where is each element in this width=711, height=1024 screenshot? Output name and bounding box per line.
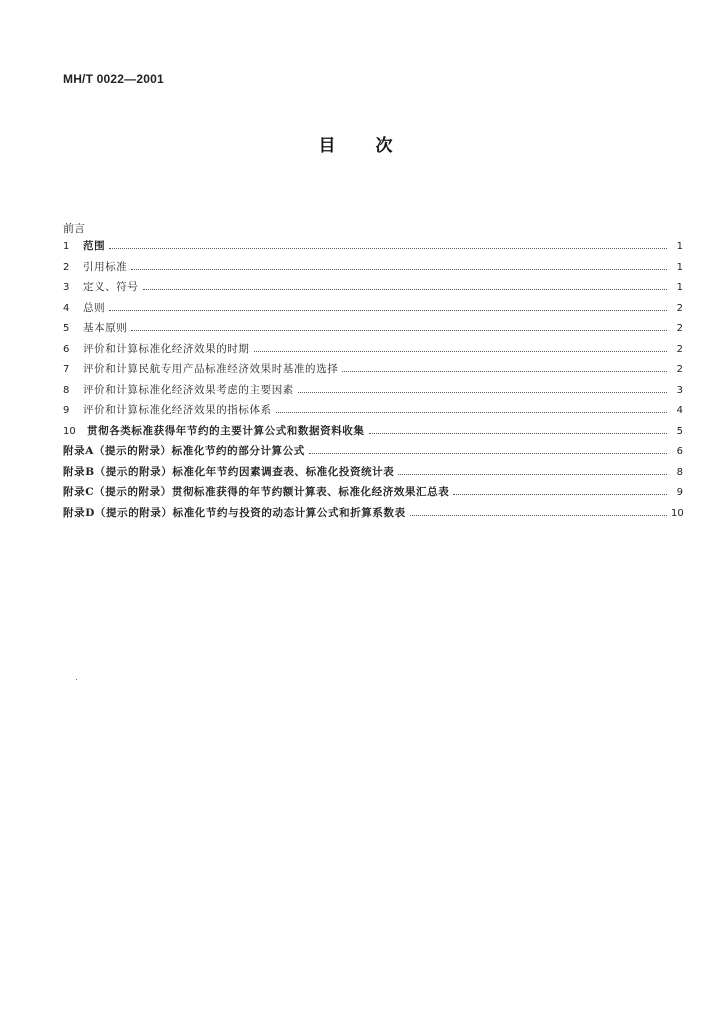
toc-entry [63,238,683,259]
toc-entry [63,402,683,423]
toc-entry-page: 1 [676,282,683,293]
toc-entry-text: 范围 [83,240,106,252]
toc-entry [63,279,683,300]
dot-leader [410,515,667,516]
toc-entry [63,382,683,403]
toc-entry-number: 6 [63,343,70,355]
dot-leader [131,269,667,270]
toc-entry-page: 10 [671,507,684,519]
toc-title-char-2: 次 [375,136,393,156]
dot-leader [109,310,667,311]
dot-leader [453,494,667,495]
toc-entry-page: 8 [676,466,683,478]
toc-entry-number: 2 [63,261,70,273]
toc-entry-text: 基本原则 [83,322,128,334]
toc-list [63,238,683,525]
dot-leader [309,453,667,454]
toc-entry-text: 评价和计算民航专用产品标准经济效果时基准的选择 [83,363,339,375]
dot-leader [109,248,667,249]
toc-entry-page: 6 [676,446,683,457]
toc-entry-number: 1 [63,241,70,252]
toc-entry-number: 4 [63,302,70,314]
toc-entry [63,300,683,321]
dot-leader [143,289,668,290]
toc-entry-page: 2 [676,323,683,334]
dot-leader [298,392,667,393]
scan-speck [76,679,77,680]
toc-entry-text: 评价和计算标准化经济效果考虑的主要因素 [83,383,294,396]
standard-code: MH/T 0022—2001 [63,72,164,86]
toc-entry-text: 附录A（提示的附录）标准化节约的部分计算公式 [63,445,305,457]
toc-entry-number: 5 [63,323,70,334]
toc-entry-text: 贯彻各类标准获得年节约的主要计算公式和数据资料收集 [87,424,365,437]
toc-entry-number: 10 [63,425,76,437]
toc-entry-page: 1 [676,261,683,273]
toc-entry [63,320,683,341]
toc-entry-number: 8 [63,384,70,396]
toc-entry-page: 1 [676,241,683,252]
toc-entry-text: 评价和计算标准化经济效果的时期 [83,342,250,355]
toc-entry-page: 3 [676,384,683,396]
toc-entry-text: 引用标准 [83,260,128,273]
toc-title-char-1: 目 [318,136,336,156]
toc-appendix-entry [63,505,683,526]
toc-appendix-entry [63,443,683,464]
toc-entry-text: 附录C（提示的附录）贯彻标准获得的年节约额计算表、标准化经济效果汇总表 [63,486,450,498]
dot-leader [276,412,667,413]
dot-leader [398,474,667,475]
toc-title [0,131,711,156]
toc-appendix-entry [63,484,683,505]
dot-leader [369,433,668,434]
dot-leader [254,351,668,352]
toc-entry-page: 9 [676,487,683,498]
toc-appendix-entry [63,464,683,485]
toc-entry [63,423,683,444]
toc-entry-number: 7 [63,364,70,375]
toc-entry [63,361,683,382]
toc-entry-number: 3 [63,282,70,293]
toc-entry-number: 9 [63,405,70,416]
toc-entry-text: 附录B（提示的附录）标准化年节约因素调查表、标准化投资统计表 [63,465,395,478]
toc-entry-text: 附录D（提示的附录）标准化节约与投资的动态计算公式和折算系数表 [63,506,406,519]
dot-leader [342,371,667,372]
toc-entry-page: 5 [676,425,683,437]
toc-entry-text: 总则 [83,301,106,314]
toc-entry-text: 评价和计算标准化经济效果的指标体系 [83,404,272,416]
toc-entry-page: 2 [676,364,683,375]
toc-entry [63,341,683,362]
toc-entry-page: 2 [676,343,683,355]
toc-entry [63,259,683,280]
foreword-entry: 前言 [63,222,85,235]
toc-entry-text: 定义、符号 [83,281,139,293]
toc-entry-page: 4 [676,405,683,416]
dot-leader [131,330,667,331]
toc-entry-page: 2 [676,302,683,314]
